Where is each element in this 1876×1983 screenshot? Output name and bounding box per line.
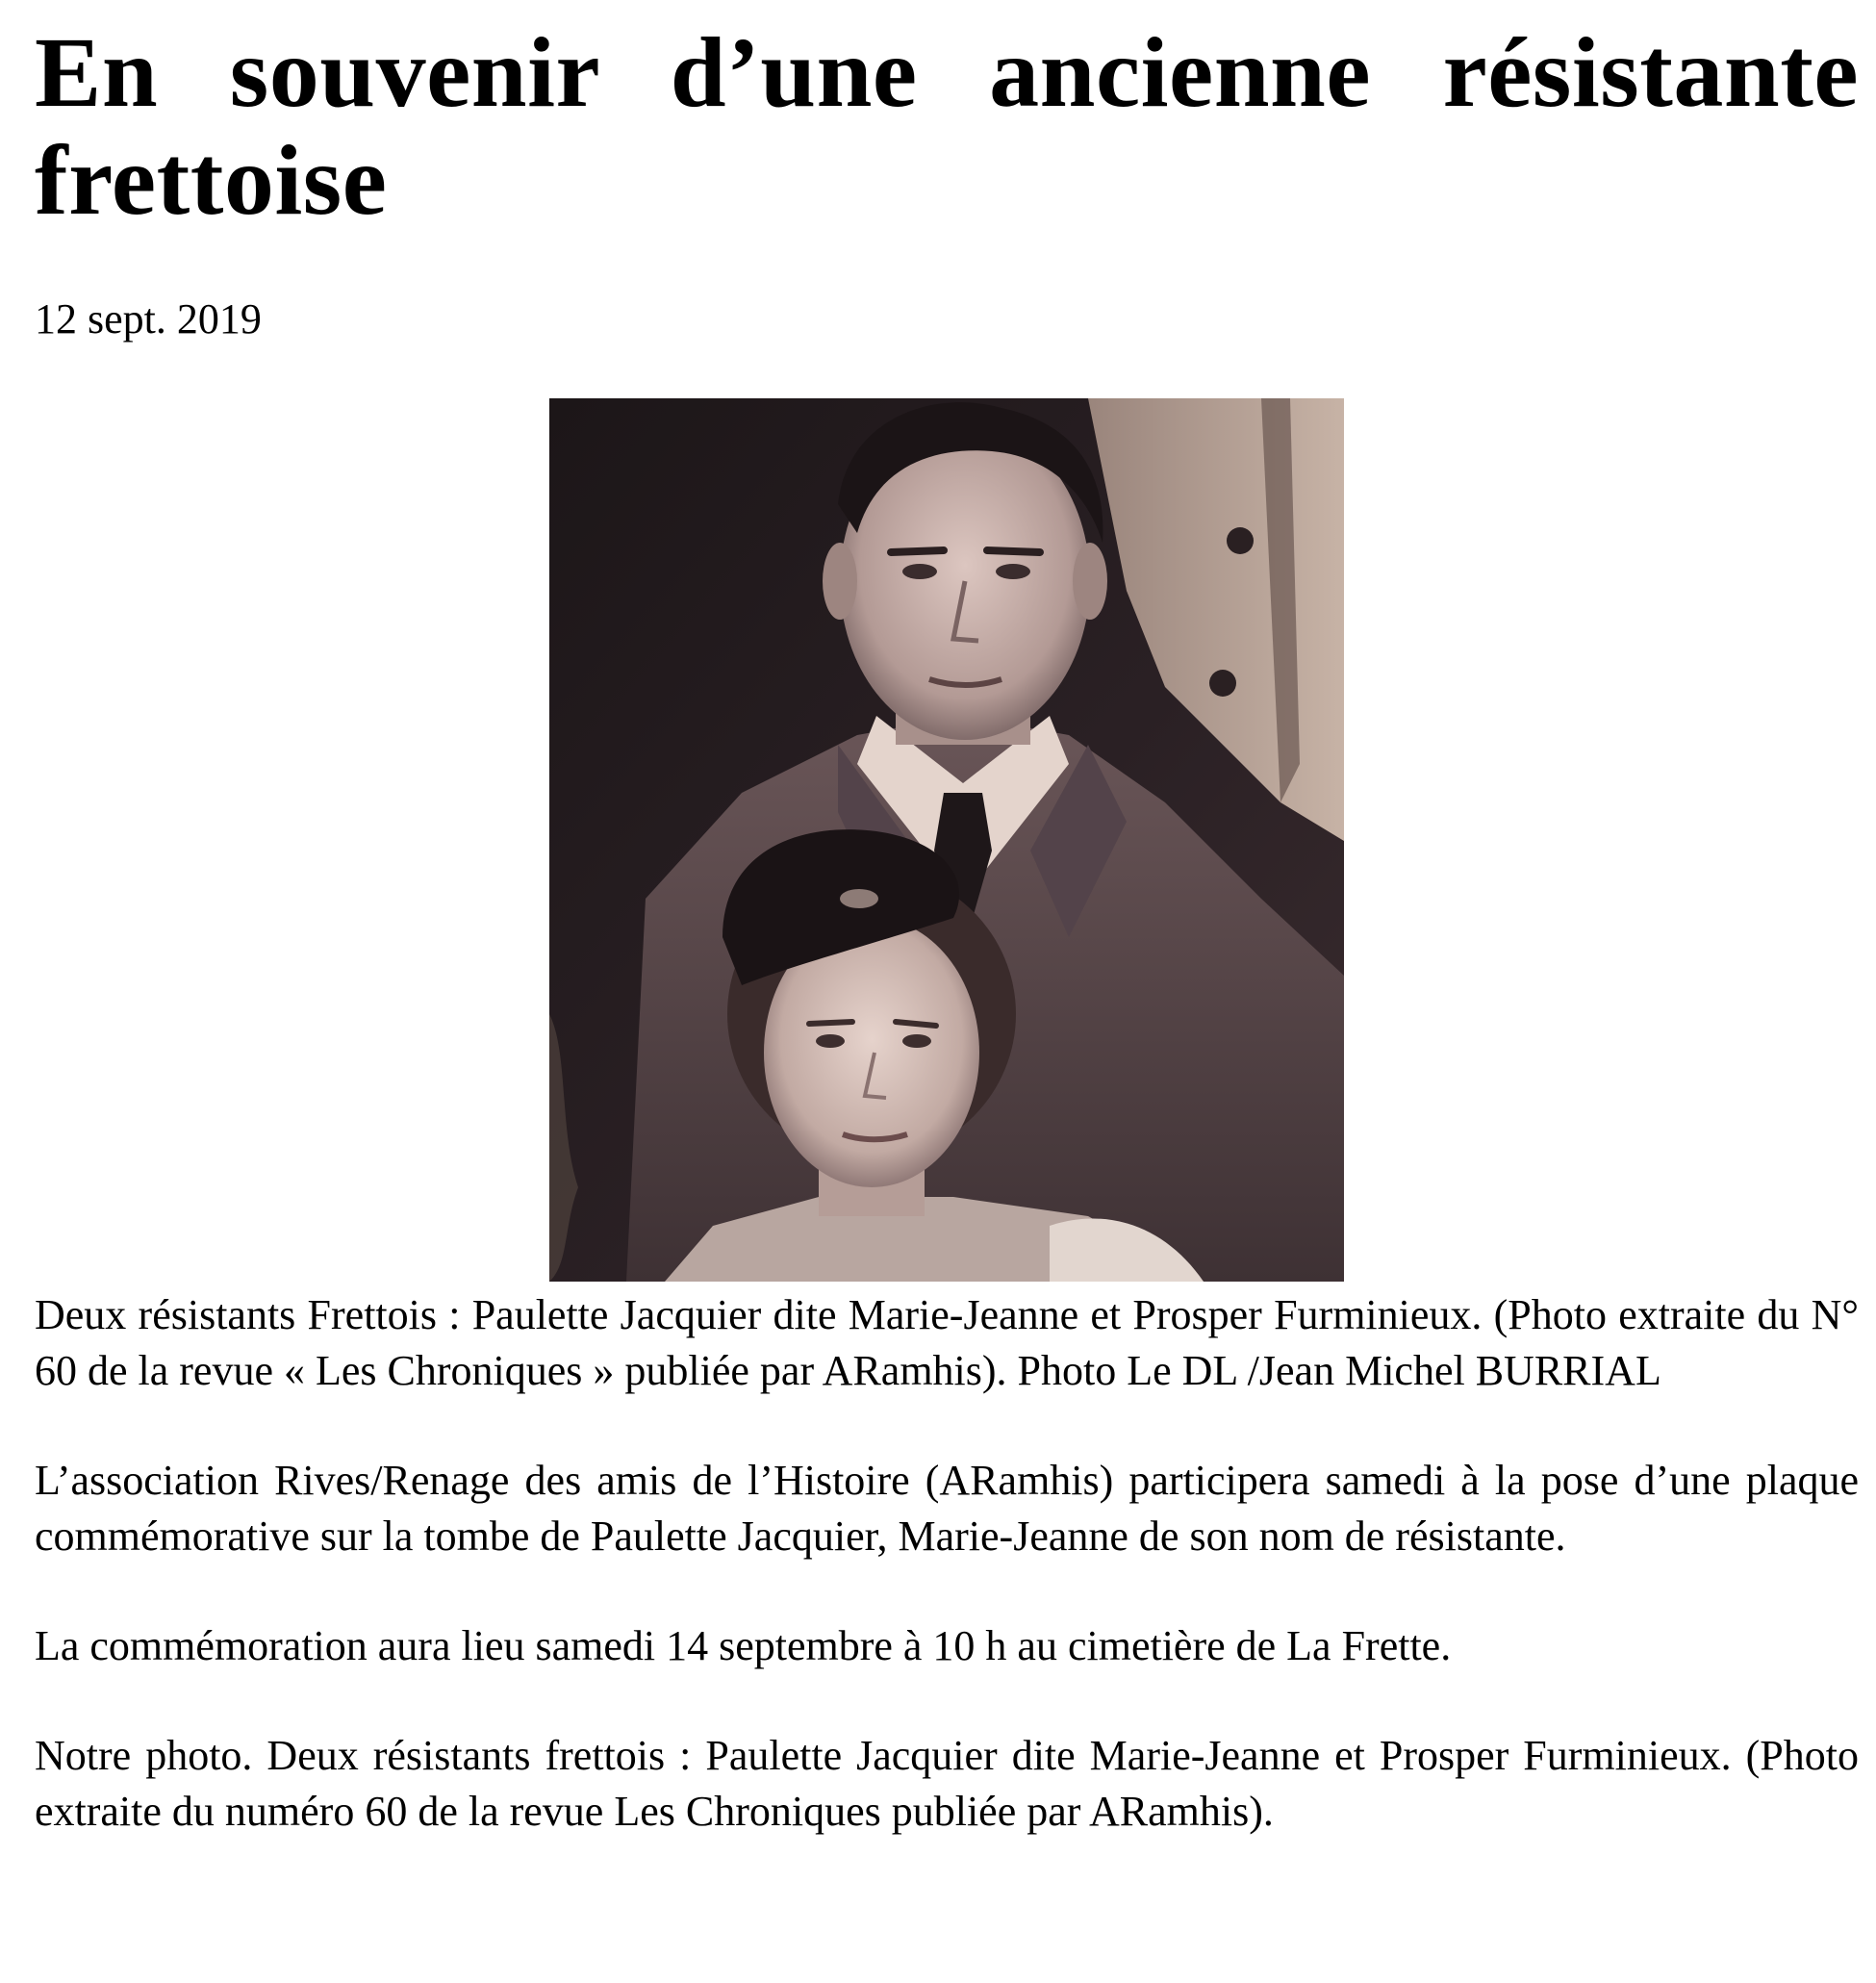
article-photo xyxy=(549,398,1344,1282)
photo-caption: Deux résistants Frettois : Paulette Jacquier dite Marie-Jeanne et Prosper Furminieux. (Photo extraite du N° 60 de la revue « Les Chroniques » publiée par ARamhis). Photo Le DL /Jean Michel BURRIAL xyxy=(35,1291,1859,1394)
article xyxy=(35,19,1859,1840)
article-paragraph: Notre photo. Deux résistants frettois : Paulette Jacquier dite Marie-Jeanne et Prosper Furminieux. (Photo extraite du numéro 60 de la revue Les Chroniques publiée par ARamhis). xyxy=(35,1732,1859,1835)
article-date: 12 sept. 2019 xyxy=(35,295,262,343)
photo-container xyxy=(35,398,1859,1282)
article-paragraph: La commémoration aura lieu samedi 14 septembre à 10 h au cimetière de La Frette. xyxy=(35,1622,1452,1669)
article-paragraph: L’association Rives/Renage des amis de l’Histoire (ARamhis) participera samedi à la pose d’une plaque commémorative sur la tombe de Paulette Jacquier, Marie-Jeanne de son nom de résistante. xyxy=(35,1457,1859,1560)
article-title: En souvenir d’une ancienne résistante frettoise xyxy=(35,17,1859,236)
